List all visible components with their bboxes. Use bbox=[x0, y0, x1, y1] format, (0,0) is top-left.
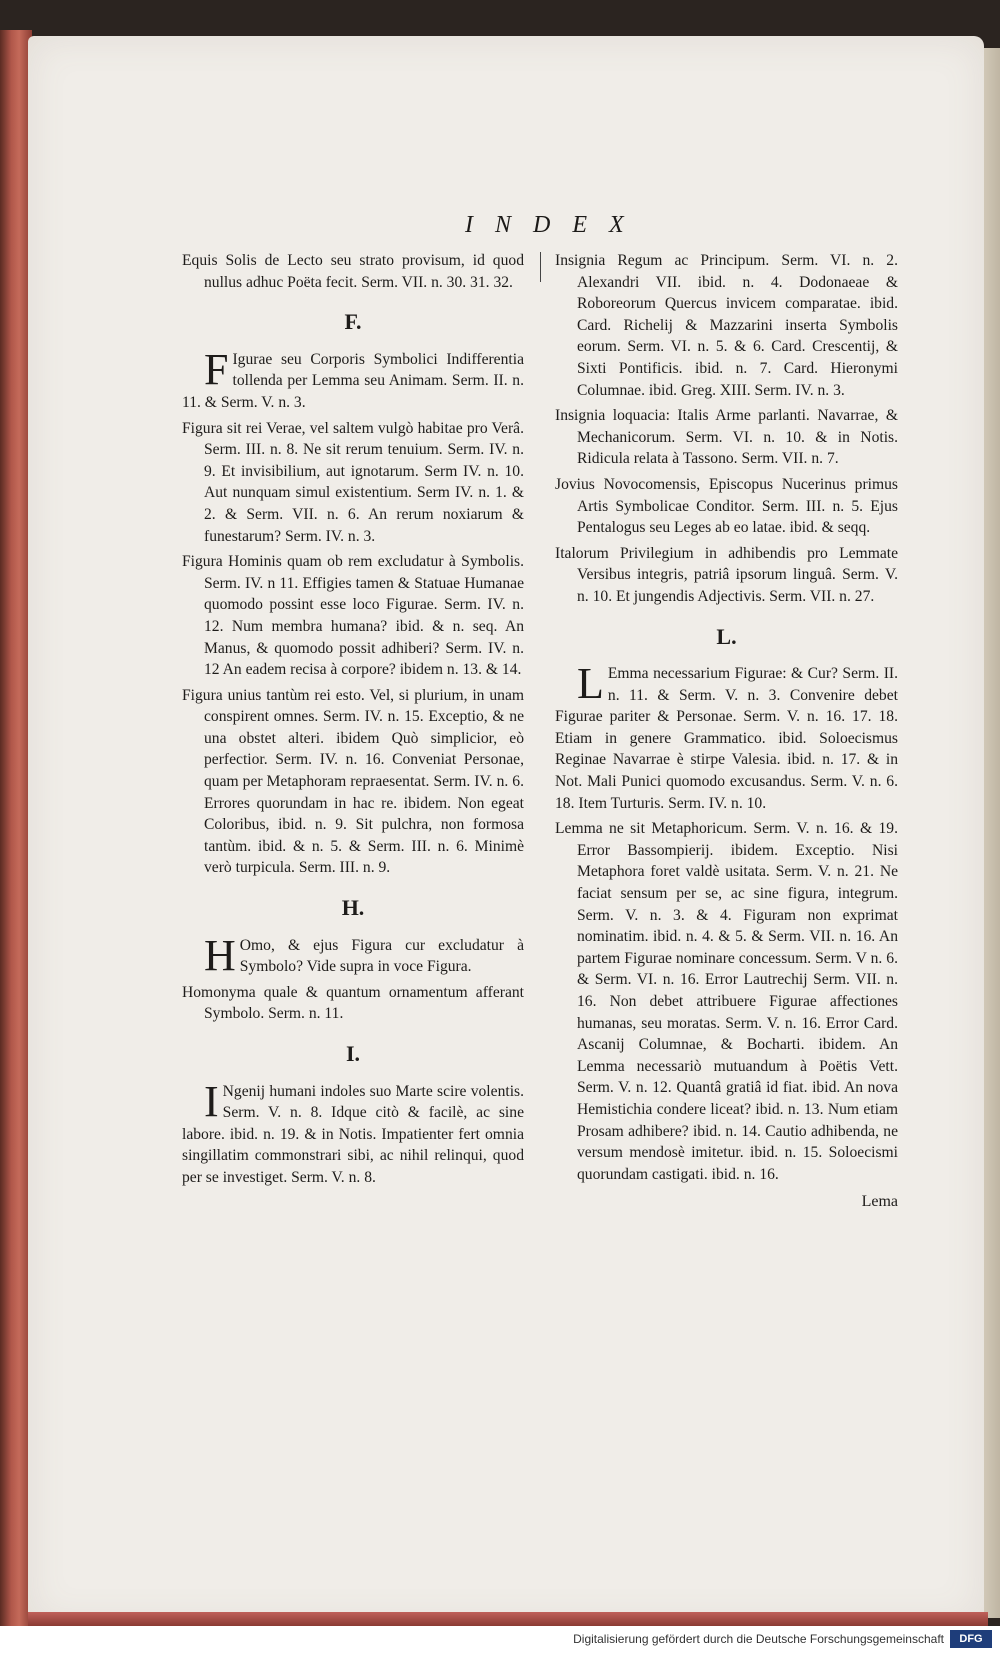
dfg-logo: DFG bbox=[950, 1630, 992, 1648]
section-letter: H. bbox=[341, 895, 365, 921]
index-entry-text: Figura unius tantùm rei esto. Vel, si plurium, in unam conspirent omnes. Serm. IV. n. 15. Exceptio, & ne una obstet alteri. ibidem Quò simplicior, eò perfectior. Serm. IV. n. 16. Conveniat Personae, quam per Metaphoram repraesentat. Serm. IV. n. 6. Errores quorundam in hac re. ibidem. Non egeat Coloribus, ibid. n. 9. Sit pulchra, non formosa tantùm. ibid. & n. 5. & Serm. III. n. 6. Minimè verò turpicula. Serm. III. n. 9. bbox=[182, 686, 524, 877]
section-letter: F. bbox=[344, 309, 362, 335]
index-entry bbox=[555, 818, 898, 1185]
index-entry-text: Jovius Novocomensis, Episcopus Nucerinus primus Artis Symbolicae Conditor. Serm. III. n. 5. Ejus Pentalogus seu Leges ab eo latae. ibid. & seqq. bbox=[555, 475, 898, 537]
index-entry-text: Igurae seu Corporis Symbolici Indifferentia tollenda per Lemma seu Animam. Serm. II. n. 11. & Serm. V. n. 3. bbox=[182, 350, 524, 411]
index-entry-text: Insignia Regum ac Principum. Serm. VI. n. 2. Alexandri VII. ibid. n. 4. Dodonaeae & Roboreorum Quercus invicem comparatae. ibid. Card. Richelij & Mazzarini inserta Symbolis eorum. Serm. VI. n. 5. & 6. Card. Crescentij, & Sixti Pontificis. ibid. n. 7. Card. Hieronymi Columnae. ibid. Greg. XIII. Serm. IV. n. 3. bbox=[555, 252, 898, 399]
index-entry bbox=[182, 1076, 524, 1189]
index-entry bbox=[182, 930, 524, 980]
index-entry-text: Equis Solis de Lecto seu strato provisum, id quod nullus adhuc Poëta fecit. Serm. VII. n. 30. 31. 32. bbox=[182, 252, 524, 291]
left-column bbox=[182, 250, 524, 1193]
index-entry bbox=[182, 344, 524, 414]
drop-cap: H bbox=[204, 930, 236, 980]
index-entry-text: Ngenij humani indoles suo Marte scire volentis. Serm. V. n. 8. Idque citò & facilè, ac sine labore. ibid. n. 19. & in Notis. Impatienter fert omnia singillatim commonstrari sibi, ac nihil relinqui, quod per se investiget. Serm. V. n. 8. bbox=[182, 1082, 524, 1186]
index-entry bbox=[555, 474, 898, 539]
index-entry bbox=[555, 659, 898, 814]
section-letter: L. bbox=[716, 623, 737, 649]
drop-cap: L bbox=[577, 659, 604, 709]
index-entry bbox=[555, 250, 898, 401]
footer-bar bbox=[0, 1626, 1000, 1654]
right-column bbox=[555, 250, 898, 1213]
index-entry-text: Omo, & ejus Figura cur excludatur à Symbolo? Vide supra in voce Figura. bbox=[239, 936, 524, 976]
catchword: Lema bbox=[861, 1193, 898, 1211]
index-entry bbox=[182, 250, 524, 293]
index-entry-text: Insignia loquacia: Italis Arme parlanti. Navarrae, & Mechanicorum. Serm. VI. n. 10. & in Notis. Ridicula relata à Tassono. Serm. VII. n. 7. bbox=[555, 407, 898, 468]
index-entry-text: Figura sit rei Verae, vel saltem vulgò habitae pro Verâ. Serm. III. n. 8. Ne sit rerum tenuium. Serm. IV. n. 9. Et invisibilium, aut ignotarum. Serm IV. n. 10. Aut nunquam simul existentium. Serm IV. n. 1. & 2. & Serm. VII. n. 6. An rerum noxiarum & funestarum? Serm. IV. n. 3. bbox=[182, 419, 524, 545]
running-head: I N D E X bbox=[465, 212, 632, 238]
footer-credit: Digitalisierung gefördert durch die Deutsche Forschungsgemeinschaft bbox=[573, 1632, 944, 1646]
index-entry bbox=[555, 543, 898, 608]
section-letter: I. bbox=[345, 1041, 361, 1066]
index-entry bbox=[182, 982, 524, 1025]
index-entry-text: Figura Hominis quam ob rem excludatur à Symbolis. Serm. IV. n 11. Effigies tamen & Statuae Humanae quomodo possint esse loco Figurae. Serm. IV. n. 12. Num membra humana? ibid. & n. seq. An Manus, & quomodo possit adhiberi? Serm. IV. n. 12 An eadem recisa à corpore? ibidem n. 13. & 14. bbox=[182, 553, 524, 679]
column-divider bbox=[540, 252, 541, 282]
index-entry-text: Emma necessarium Figurae: & Cur? Serm. II. n. 11. & Serm. V. n. 3. Convenire debet Figurae pariter & Personae. Serm. V. n. 16. 17. 18. Etiam in genere Grammatico. ibid. Soloecismus Reginae Navarrae è stirpe Valesia. ibid. n. 17. & in Not. Mali Punici quomodo excusandus. Serm. V. n. 6. 18. Item Turturis. Serm. IV. n. 10. bbox=[555, 665, 898, 812]
book-bottom-edge bbox=[28, 1612, 988, 1626]
drop-cap: F bbox=[204, 344, 229, 394]
index-entry bbox=[182, 685, 524, 879]
index-entry-text: Lemma ne sit Metaphoricum. Serm. V. n. 16. & 19. Error Bassompierij. ibidem. Exceptio. Nisi Metaphora foret valdè usitata. Serm. V. n. 21. Ne faciat sensum per se, ac sine figura, integrum. Serm. V. n. 3. & 4. Figuram non exprimat nominatim. ibid. n. 4. & 5. & Serm. VII. n. 16. An partem Figurae nominare concessum. Serm. V n. 6. & Serm. VI. n. 16. Error Lautrechij Serm. VII. n. 16. Non debet attribuere Figurae affectiones humanas, seu moratas. Serm. V. n. 16. Error Card. Ascanij Columnae, & Bocharti. ibidem. An Lemma necessariò mutuandum à Poëtis Vett. Serm. V. n. 12. Quantâ gratiâ id fiat. ibid. An nova Hemistichia condere liceat? ibid. n. 13. Num etiam Prosam adhibere? ibid. n. 14. Cautio adhibenda, ne versum mendosè imitetur. ibid. n. 15. Soloecismi quorundam castigati. ibid. n. 16. bbox=[555, 820, 898, 1183]
drop-cap: I bbox=[204, 1076, 219, 1126]
index-entry-text: Homonyma quale & quantum ornamentum afferant Symbolo. Serm. n. 11. bbox=[182, 983, 524, 1023]
index-entry bbox=[182, 551, 524, 681]
index-entry bbox=[555, 405, 898, 470]
index-entry bbox=[182, 418, 524, 548]
index-entry-text: Italorum Privilegium in adhibendis pro Lemmate Versibus integris, patriâ ipsorum linguâ. Serm. V. n. 10. Et jungendis Adjectivis. Serm. VII. n. 27. bbox=[555, 544, 898, 605]
